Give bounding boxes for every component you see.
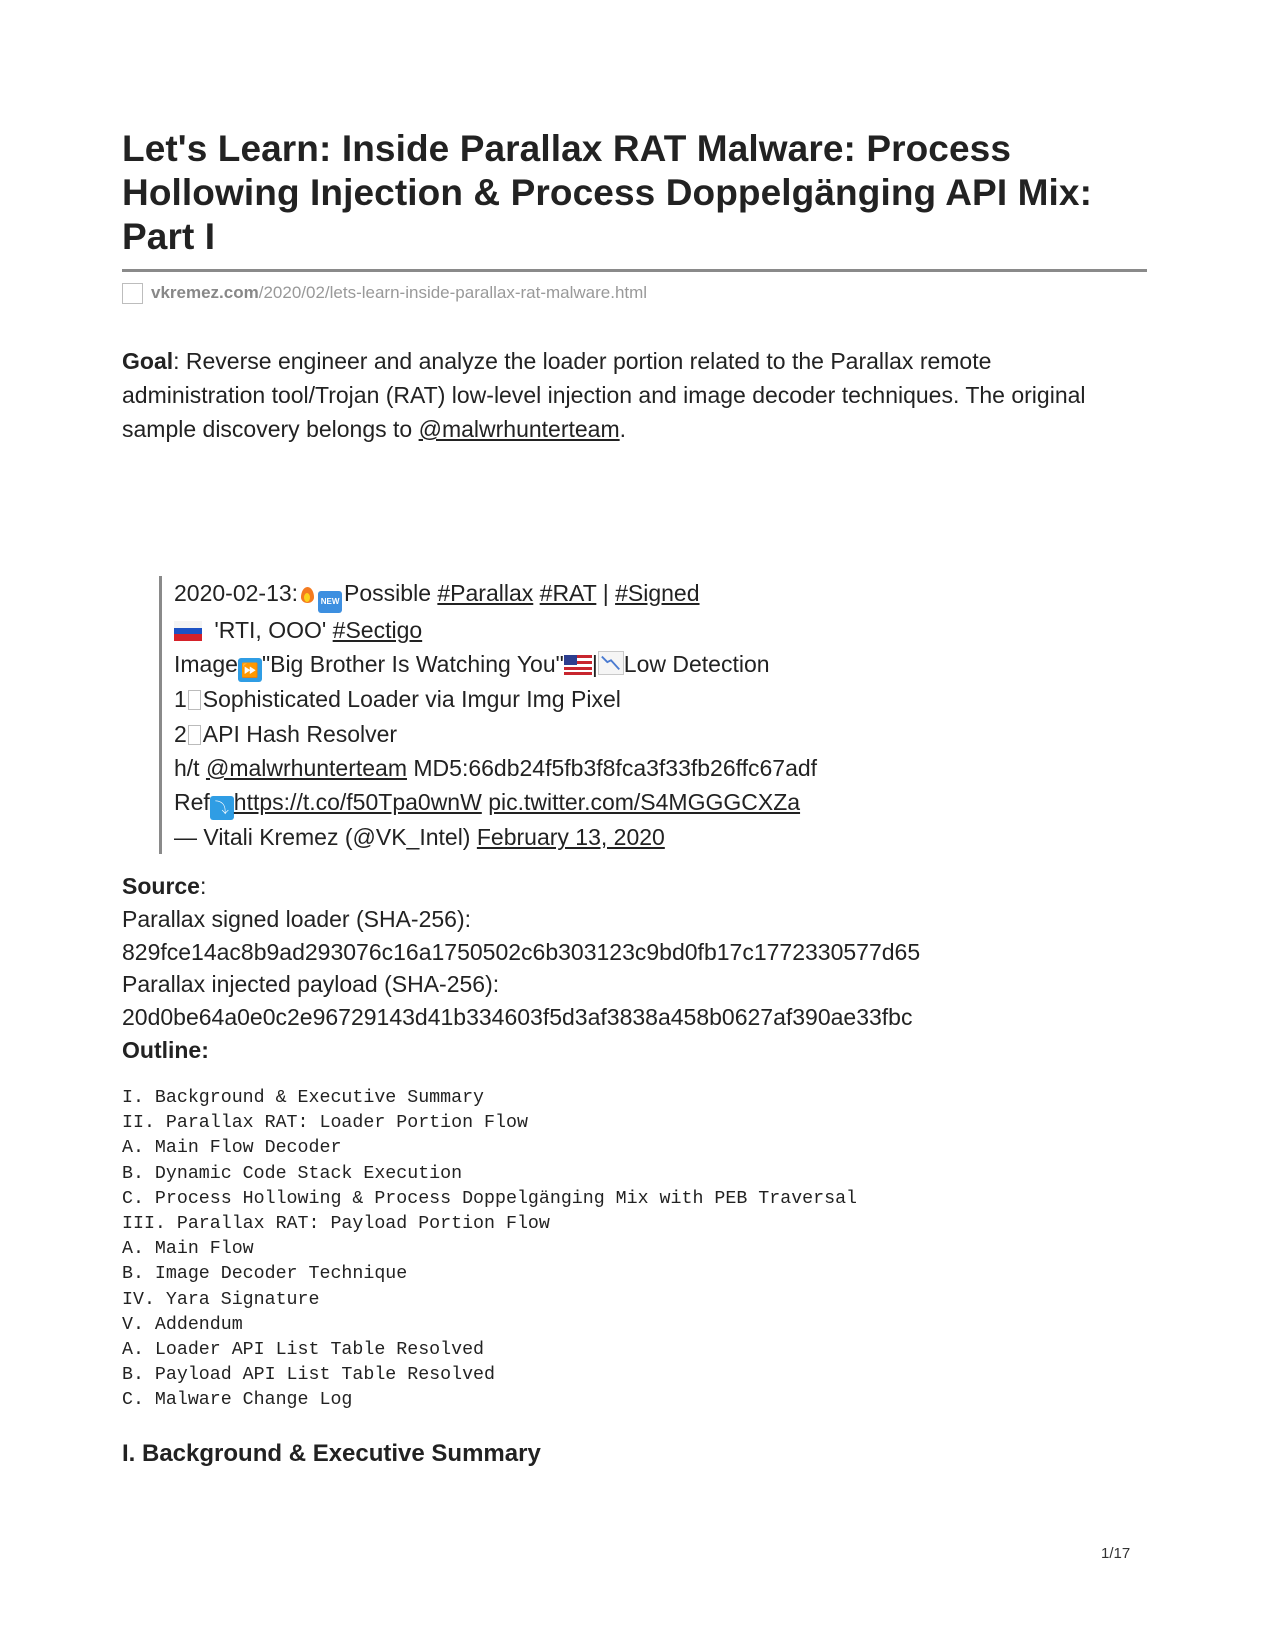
- tweet-separator-2: |: [591, 651, 598, 678]
- embedded-tweet: [159, 576, 1074, 854]
- arrow-down-icon: ⤵: [210, 796, 234, 820]
- tweet-num-2: 2: [174, 720, 187, 747]
- tweet-ref: Ref: [174, 789, 210, 816]
- loader-hash: 829fce14ac8b9ad293076c16a1750502c6b303123c9bd0fb17c1772330577d65: [122, 938, 921, 965]
- outline-item: III. Parallax RAT: Payload Portion Flow: [122, 1214, 550, 1235]
- tweet-date: 2020-02-13:: [174, 580, 299, 606]
- outline-item: B. Dynamic Code Stack Execution: [122, 1163, 463, 1184]
- source-label: Source: [122, 873, 200, 899]
- goal-label: Goal: [122, 348, 174, 374]
- tweet-image-title: "Big Brother Is Watching You": [261, 651, 564, 678]
- tweet-line-7: [174, 785, 1074, 820]
- tweet-line-1: [174, 576, 1074, 613]
- outline-item: A. Main Flow: [122, 1239, 254, 1260]
- hashtag-sectigo[interactable]: #Sectigo: [332, 617, 423, 643]
- tweet-point-1: Sophisticated Loader via Imgur Img Pixel: [202, 686, 621, 713]
- hashtag-rat[interactable]: #RAT: [539, 580, 597, 606]
- fire-icon: [300, 582, 314, 604]
- tweet-date-link[interactable]: February 13, 2020: [476, 824, 665, 851]
- source-label-colon: :: [199, 873, 207, 899]
- outline-item: C. Malware Change Log: [122, 1390, 353, 1411]
- goal-paragraph: [122, 344, 1132, 446]
- source-path: /2020/02/lets-learn-inside-parallax-rat-malware.html: [258, 283, 648, 302]
- source-block: [122, 870, 1142, 1067]
- keycap-icon: [188, 725, 201, 745]
- outline-list: [122, 1086, 857, 1414]
- tweet-num-1: 1: [174, 686, 187, 713]
- tweet-line-3: [174, 647, 1074, 682]
- outline-item: A. Loader API List Table Resolved: [122, 1340, 485, 1361]
- goal-text: : Reverse engineer and analyze the loader portion related to the Parallax remote administration tool/Trojan (RAT) low-level injection and image decoder techniques. The original sample discovery belongs to: [122, 348, 1086, 442]
- loader-label: Parallax signed loader (SHA-256):: [122, 905, 472, 932]
- tweet-point-2: API Hash Resolver: [202, 720, 398, 747]
- hashtag-parallax[interactable]: #Parallax: [437, 580, 534, 606]
- tweet-line-2: [174, 613, 1074, 647]
- fast-forward-icon: ⏩: [238, 658, 262, 682]
- keycap-icon: [188, 690, 201, 710]
- source-domain: vkremez.com: [151, 283, 259, 302]
- tco-link[interactable]: https://t.co/f50Tpa0wnW: [233, 789, 482, 816]
- title-divider: [122, 269, 1147, 272]
- payload-label: Parallax injected payload (SHA-256):: [122, 971, 500, 998]
- source-url[interactable]: [122, 281, 647, 305]
- tweet-detection: Low Detection: [623, 651, 770, 678]
- tweet-text-2: 'RTI, OOO': [208, 617, 333, 643]
- tweet-text-1: Possible: [344, 580, 438, 606]
- outline-item: IV. Yara Signature: [122, 1289, 320, 1310]
- tweet-line-5: [174, 717, 1074, 751]
- outline-item: C. Process Hollowing & Process Doppelgänging Mix with PEB Traversal: [122, 1188, 858, 1209]
- pic-twitter-link[interactable]: pic.twitter.com/S4MGGGCXZa: [488, 789, 801, 816]
- tweet-line-4: [174, 682, 1074, 716]
- source-heading: [122, 870, 1142, 903]
- outline-item: A. Main Flow Decoder: [122, 1138, 342, 1159]
- favicon-icon: [122, 283, 143, 304]
- new-icon: NEW: [318, 591, 342, 613]
- outline-item: II. Parallax RAT: Loader Portion Flow: [122, 1113, 528, 1134]
- malwrhunterteam-link[interactable]: @malwrhunterteam: [418, 416, 620, 442]
- chart-decreasing-icon: [598, 651, 624, 675]
- payload-hash: 20d0be64a0e0c2e96729143d41b334603f5d3af3838a458b0627af390ae33fbc: [122, 1004, 913, 1031]
- tweet-author: — Vitali Kremez (@VK_Intel): [174, 824, 477, 851]
- tweet-separator: |: [596, 580, 616, 606]
- outline-item: B. Image Decoder Technique: [122, 1264, 408, 1285]
- outline-item: B. Payload API List Table Resolved: [122, 1365, 495, 1386]
- tweet-md5: MD5:66db24f5fb3f8fca3f33fb26ffc67adf: [407, 754, 818, 781]
- tweet-ht: h/t: [174, 754, 206, 781]
- hashtag-signed[interactable]: #Signed: [615, 580, 700, 606]
- section-heading: I. Background & Executive Summary: [122, 1440, 541, 1467]
- us-flag-icon: [564, 655, 592, 675]
- outline-item: I. Background & Executive Summary: [122, 1088, 485, 1108]
- article-title: Let's Learn: Inside Parallax RAT Malware: Process Hollowing Injection & Process Doppelgänging API Mix: Part I: [122, 128, 1092, 257]
- outline-heading: Outline:: [122, 1036, 209, 1063]
- tweet-line-8: [174, 820, 1074, 854]
- russia-flag-icon: [174, 621, 202, 641]
- goal-end: .: [619, 416, 627, 442]
- outline-item: V. Addendum: [122, 1314, 243, 1335]
- page-number: 1/17: [1101, 1545, 1131, 1562]
- tweet-image-label: Image: [174, 651, 238, 678]
- tweet-malwrhunterteam-link[interactable]: @malwrhunterteam: [205, 754, 407, 781]
- tweet-line-6: [174, 751, 1074, 785]
